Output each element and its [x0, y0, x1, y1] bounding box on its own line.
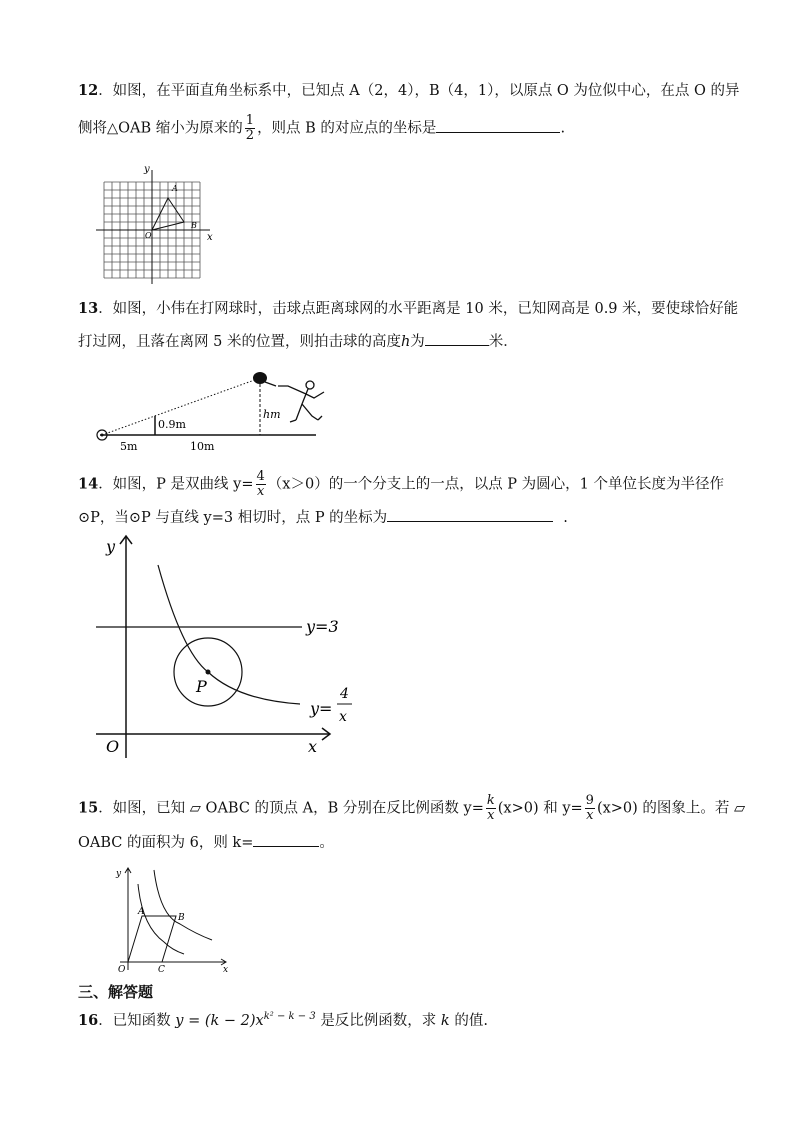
q13-answer-blank[interactable] [425, 331, 489, 346]
q15-o-label: O [118, 965, 126, 974]
q14-text-2a: ⊙P，当⊙P 与直线 y=3 相切时，点 P 的坐标为 [78, 510, 388, 526]
q13-text-2c: 米． [488, 334, 518, 350]
q14-text-2c: . [563, 510, 568, 526]
q13-net-label: 0.9m [158, 418, 186, 431]
q13-racket-icon [253, 372, 267, 384]
q14-frac-denominator: x [256, 484, 265, 499]
q13-text-2b: 为 [410, 334, 425, 350]
q12-figure [92, 160, 222, 285]
q12-b-label: B [191, 221, 197, 230]
q12-frac-denominator: 2 [245, 128, 255, 143]
q14-line-label: y=3 [306, 617, 339, 636]
q15-fraction-1 [486, 794, 496, 823]
q14-hyperbola-curve [158, 565, 300, 704]
q12-text-2b: ，则点 B 的对应点的坐标是 [257, 120, 437, 137]
q15-text-2a: OABC 的面积为 6，则 k= [78, 835, 254, 851]
q15-frac2-numerator: 9 [585, 793, 594, 808]
q15-line2 [78, 832, 334, 853]
q14-answer-blank[interactable] [387, 507, 553, 522]
q15-c-label: C [158, 965, 165, 974]
q15-text-1a: ．如图，已知 ▱ OABC 的顶点 A，B 分别在反比例函数 y= [98, 800, 484, 817]
q12-number: 12 [78, 82, 99, 99]
q12-line1 [78, 81, 740, 101]
q15-curve-9 [154, 870, 212, 940]
q16-formula: y = (k − 2)x [175, 1012, 264, 1029]
q12-answer-blank[interactable] [436, 118, 560, 133]
q14-o-label: O [106, 737, 120, 756]
q14-curve-label: y= [310, 699, 333, 718]
q13-h-symbol: h [400, 334, 411, 350]
q16-k-symbol: k [440, 1012, 450, 1029]
q15-fraction-2 [585, 794, 595, 823]
section-3-title: 三、解答题 [78, 983, 154, 1001]
q16-text-b: 是反比例函数，求 [320, 1012, 437, 1029]
q15-x-label: x [223, 965, 229, 974]
q15-parallelogram-oabc [128, 916, 176, 962]
q14-text-1b: （x＞0）的一个分支上的一点，以点 P 为圆心，1 个单位长度为半径作 [267, 476, 725, 493]
q13-player-icon [278, 381, 324, 422]
q12-y-label: y [144, 164, 150, 175]
q13-figure [92, 364, 342, 456]
q14-p-label: P [196, 677, 207, 696]
q12-fraction [245, 114, 255, 143]
q15-text-1c: (x>0) 的图象上。若 ▱ [596, 800, 746, 817]
q14-fraction [256, 470, 266, 499]
q14-line1 [78, 470, 724, 499]
q14-curve-denominator: x [339, 709, 347, 725]
q16-text-c: 的值. [454, 1012, 488, 1029]
q14-line2 [78, 507, 568, 528]
q14-curve-numerator: 4 [340, 686, 349, 702]
q12-text-1: ．如图，在平面直角坐标系中，已知点 A（2，4），B（4，1），以原点 O 为位似中心，在点 O 的异 [98, 83, 740, 99]
q15-text-1b: (x>0) 和 y= [497, 800, 583, 817]
q13-dist-5m-label: 5m [120, 440, 138, 453]
q12-text-2a: 侧将△OAB 缩小为原来的 [78, 120, 243, 137]
q13-text-2a: 打过网，且落在离网 5 米的位置，则拍击球的高度 [78, 334, 401, 350]
q14-text-1a: ．如图，P 是双曲线 y= [98, 476, 254, 493]
q16-number: 16 [78, 1011, 99, 1029]
q14-y-label: y [106, 537, 116, 556]
q15-line1 [78, 794, 745, 823]
q14-x-label: x [308, 737, 318, 756]
q15-number: 15 [78, 799, 99, 817]
q15-frac2-denominator: x [586, 808, 594, 823]
q14-number: 14 [78, 475, 99, 493]
q12-o-label: O [145, 231, 152, 240]
q15-answer-blank[interactable] [253, 832, 319, 847]
q13-dist-10m-label: 10m [190, 440, 215, 453]
q14-figure [92, 532, 362, 760]
q12-a-label: A [172, 184, 178, 193]
q16-exponent: k² − k − 3 [263, 1011, 316, 1022]
q16-text-a: ．已知函数 [98, 1012, 171, 1029]
q15-b-label: B [178, 913, 185, 923]
q13-number: 13 [78, 300, 99, 317]
q15-text-2c: 。 [319, 835, 334, 851]
q13-text-1: ．如图，小伟在打网球时，击球点距离球网的水平距离是 10 米，已知网高是 0.9 米，要使球恰好能 [98, 301, 739, 317]
q13-racket-handle [265, 382, 276, 386]
q13-line2 [78, 331, 518, 352]
q16-line [78, 1007, 488, 1031]
q13-line1 [78, 299, 738, 319]
q12-text-2c: . [560, 120, 566, 137]
q15-frac1-numerator: k [486, 793, 495, 808]
q12-frac-numerator: 1 [245, 113, 255, 128]
q15-y-label: y [116, 869, 122, 879]
q14-point-p [206, 670, 211, 675]
q12-line2 [78, 114, 565, 143]
q15-figure [108, 862, 234, 974]
q14-frac-numerator: 4 [256, 469, 265, 484]
q13-height-label: hm [263, 408, 281, 421]
q15-frac1-denominator: x [487, 808, 495, 823]
q12-x-label: x [207, 232, 213, 243]
q15-a-label: A [138, 907, 145, 917]
